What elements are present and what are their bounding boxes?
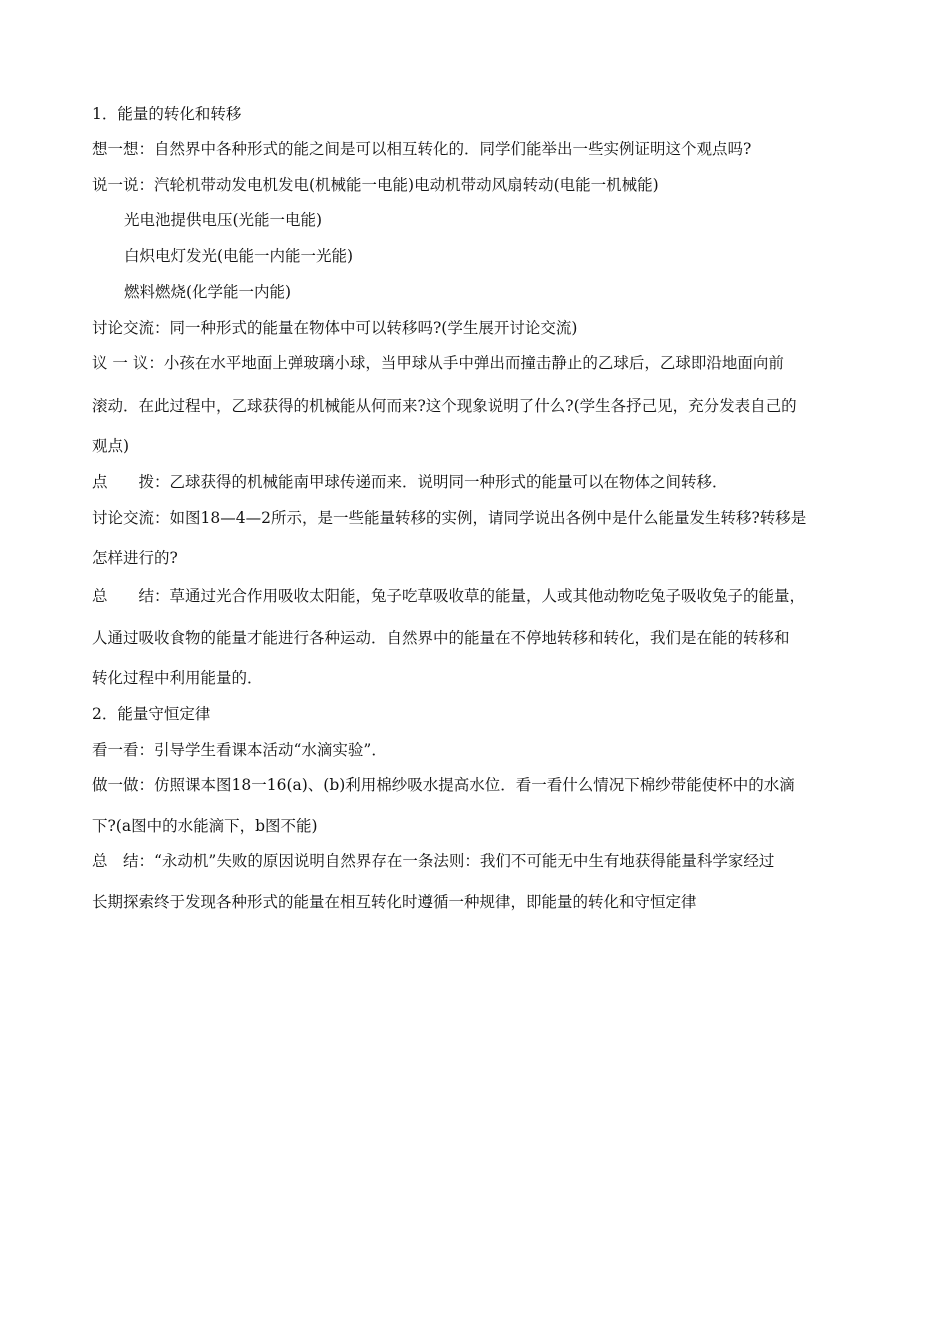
summary-paragraph-2-line-2: 长期探索终于发现各种形式的能量在相互转化时遵循一种规律，即能量的转化和守恒定律 [92,893,697,911]
do-paragraph-line-2: 下?(a图中的水能滴下，b图不能) [92,817,318,835]
say-paragraph: 说一说：汽轮机带动发电机发电(机械能一电能)电动机带动风扇转动(电能一机械能) [92,176,659,194]
debate-paragraph-line-1: 议 一 议：小孩在水平地面上弹玻璃小球，当甲球从手中弹出而撞击静止的乙球后，乙球即沿地面向前 [92,354,784,372]
summary-paragraph-1-line-3: 转化过程中利用能量的． [92,669,263,687]
discussion-paragraph-2-line-1: 讨论交流：如图18—4—2所示，是一些能量转移的实例，请同学说出各例中是什么能量发生转移?转移是 [92,509,807,527]
think-paragraph: 想一想：自然界中各种形式的能之间是可以相互转化的．同学们能举出一些实例证明这个观点吗? [92,140,752,158]
do-paragraph-line-1: 做一做：仿照课本图18一16(a)、(b)利用棉纱吸水提高水位．看一看什么情况下棉纱带能使杯中的水滴 [92,776,795,794]
section-heading-1: 1．能量的转化和转移 [92,105,242,123]
section-heading-2: 2．能量守恒定律 [92,705,211,723]
summary-paragraph-1-line-1: 总 结：草通过光合作用吸收太阳能，兔子吃草吸收草的能量，人或其他动物吃兔子吸收兔子的能量， [92,587,806,605]
example-incandescent-lamp: 白炽电灯发光(电能一内能一光能) [124,247,354,265]
hint-paragraph: 点 拨：乙球获得的机械能南甲球传递而来．说明同一种形式的能量可以在物体之间转移． [92,473,728,491]
debate-paragraph-line-2: 滚动．在此过程中，乙球获得的机械能从何而来?这个现象说明了什么?(学生各抒己见，充分发表自己的 [92,397,797,415]
example-fuel-burning: 燃料燃烧(化学能一内能) [124,283,292,301]
example-photocell: 光电池提供电压(光能一电能) [124,211,323,229]
discussion-paragraph-1: 讨论交流：同一种形式的能量在物体中可以转移吗?(学生展开讨论交流) [92,319,578,337]
summary-paragraph-2-line-1: 总 结：“永动机”失败的原因说明自然界存在一条法则：我们不可能无中生有地获得能量科学家经过 [92,852,775,870]
look-paragraph: 看一看：引导学生看课本活动“水滴实验”． [92,741,387,759]
summary-paragraph-1-line-2: 人通过吸收食物的能量才能进行各种运动．自然界中的能量在不停地转移和转化，我们是在能的转移和 [92,629,790,647]
discussion-paragraph-2-line-2: 怎样进行的? [92,549,178,567]
debate-paragraph-line-3: 观点) [92,437,130,455]
